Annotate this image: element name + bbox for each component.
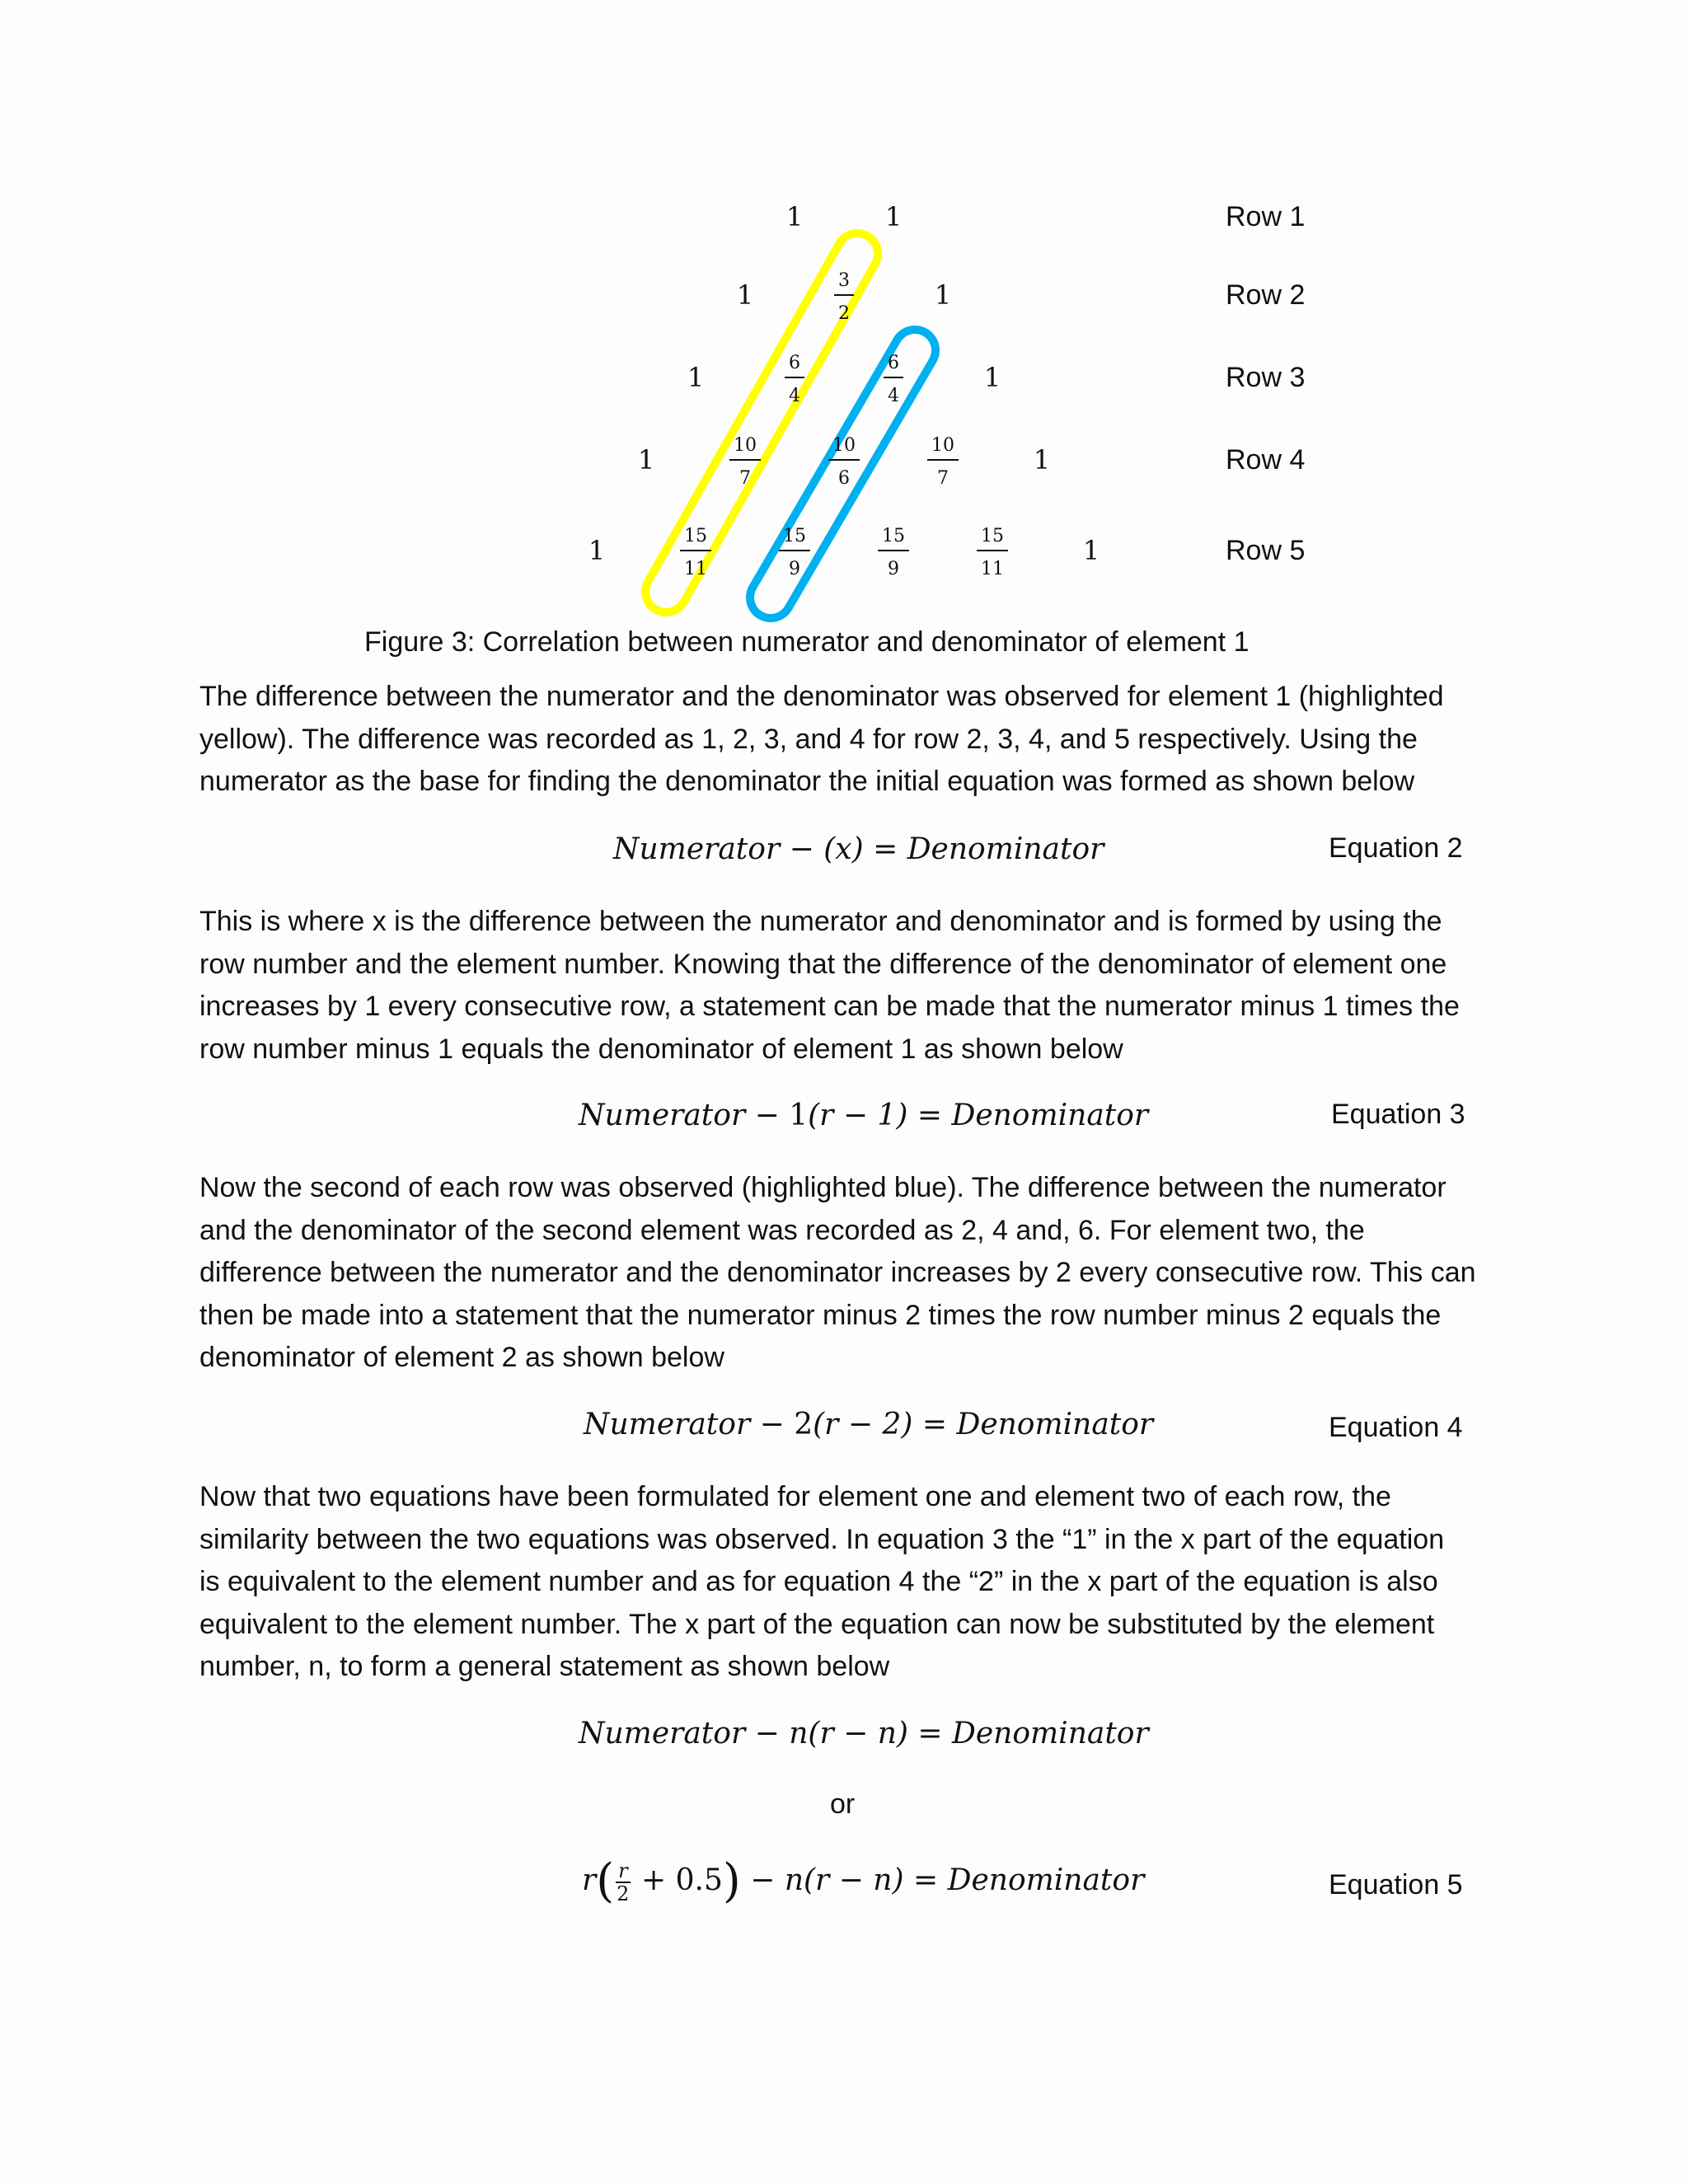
fraction-denominator: 2 bbox=[838, 303, 850, 324]
triangle-entry-one: 1 bbox=[736, 279, 754, 311]
paragraph-line: similarity between the two equations was observed. In equation 3 the “1” in the x part of the equation bbox=[199, 1523, 1445, 1555]
triangle-entry-one: 1 bbox=[934, 279, 952, 311]
paragraph-line: increases by 1 every consecutive row, a statement can be made that the numerator minus 1 times the bbox=[199, 991, 1460, 1022]
general-equation: Numerator − n(r − n) = Denominator bbox=[579, 1717, 1149, 1750]
triangle-entry-one: 1 bbox=[588, 535, 606, 566]
fraction-numerator: 10 bbox=[734, 435, 757, 456]
row-label: Row 5 bbox=[1226, 535, 1306, 566]
fraction-numerator: 3 bbox=[838, 270, 850, 291]
fraction-numerator: 15 bbox=[684, 526, 707, 546]
fraction-denominator: 9 bbox=[888, 559, 899, 579]
paragraph-line: yellow). The difference was recorded as 1, 2, 3, and 4 for row 2, 3, 4, and 5 respectively. Using the bbox=[199, 723, 1418, 755]
fraction-denominator: 6 bbox=[838, 468, 850, 489]
triangle-entry-one: 1 bbox=[785, 201, 804, 232]
paragraph-line: difference between the numerator and the denominator increases by 2 every consecutive row. This can bbox=[199, 1257, 1476, 1288]
triangle-entry-one: 1 bbox=[687, 362, 705, 393]
fraction-numerator: 10 bbox=[832, 435, 856, 456]
fraction-denominator: 9 bbox=[789, 559, 800, 579]
row-label: Row 4 bbox=[1226, 444, 1306, 476]
paragraph-line: number, n, to form a general statement as shown below bbox=[199, 1651, 890, 1682]
paragraph-line: numerator as the base for finding the denominator the initial equation was formed as shown below bbox=[199, 766, 1415, 797]
paragraph-line: Now the second of each row was observed (highlighted blue). The difference between the numerator bbox=[199, 1172, 1447, 1203]
paragraph-element-one bbox=[199, 676, 1535, 804]
equation-5: r( $\frac{r}{2}$ + 0.5) − n(r − n) = Denominator bbox=[582, 1854, 1145, 1908]
equation-5-label: Equation 5 bbox=[1329, 1869, 1463, 1900]
fraction-numerator: 15 bbox=[882, 526, 905, 546]
fraction-denominator: 7 bbox=[739, 468, 751, 489]
paragraph-line: denominator of element 2 as shown below bbox=[199, 1342, 724, 1373]
triangle-entry-one: 1 bbox=[1082, 535, 1100, 566]
triangle-entry-one: 1 bbox=[1033, 444, 1051, 476]
fraction-denominator: 4 bbox=[888, 386, 899, 406]
fraction-numerator: 6 bbox=[789, 353, 800, 373]
paragraph-line: and the denominator of the second element was recorded as 2, 4 and, 6. For element two, the bbox=[199, 1214, 1365, 1246]
row-label: Row 3 bbox=[1226, 362, 1306, 393]
or-text: or bbox=[830, 1788, 856, 1820]
paragraph-line: This is where x is the difference between the numerator and denominator and is formed by using the bbox=[199, 906, 1442, 937]
triangle-entry-one: 1 bbox=[637, 444, 655, 476]
equation-4: Numerator − 2(r − 2) = Denominator bbox=[584, 1408, 1154, 1441]
paragraph-difference-x bbox=[199, 901, 1535, 1071]
fraction-numerator: 15 bbox=[783, 526, 806, 546]
fraction-denominator: 11 bbox=[981, 559, 1004, 579]
r-over-2-fraction: $\frac{r}{2}$ bbox=[617, 1859, 630, 1905]
fraction-numerator: 6 bbox=[888, 353, 899, 373]
paragraph-line: row number minus 1 equals the denominator of element 1 as shown below bbox=[199, 1033, 1123, 1065]
equation-4-label: Equation 4 bbox=[1329, 1412, 1463, 1443]
triangle-entry-one: 1 bbox=[884, 201, 903, 232]
paragraph-line: Now that two equations have been formulated for element one and element two of each row, the bbox=[199, 1481, 1391, 1512]
fraction-denominator: 11 bbox=[684, 559, 707, 579]
fraction-numerator: 10 bbox=[931, 435, 954, 456]
row-label: Row 2 bbox=[1226, 279, 1306, 311]
equation-2-label: Equation 2 bbox=[1329, 832, 1463, 864]
paragraph-line: row number and the element number. Knowing that the difference of the denominator of element one bbox=[199, 948, 1447, 980]
paragraph-element-two bbox=[199, 1167, 1535, 1380]
paragraph-line: equivalent to the element number. The x part of the equation can now be substituted by the element bbox=[199, 1608, 1435, 1640]
paragraph-line: is equivalent to the element number and as for equation 4 the “2” in the x part of the equation is also bbox=[199, 1566, 1438, 1597]
fraction-denominator: 4 bbox=[789, 386, 800, 406]
figure-caption: Figure 3: Correlation between numerator and denominator of element 1 bbox=[364, 626, 1250, 658]
fraction-numerator: 15 bbox=[981, 526, 1004, 546]
pascal-fraction-triangle-figure bbox=[0, 0, 1688, 643]
triangle-entry-one: 1 bbox=[983, 362, 1001, 393]
paragraph-general-statement bbox=[199, 1476, 1535, 1689]
paragraph-line: The difference between the numerator and the denominator was observed for element 1 (highlighted bbox=[199, 681, 1444, 712]
equation-2: Numerator − (x) = Denominator bbox=[613, 832, 1104, 866]
paragraph-line: then be made into a statement that the numerator minus 2 times the row number minus 2 equals the bbox=[199, 1299, 1442, 1331]
equation-3-label: Equation 3 bbox=[1331, 1099, 1465, 1130]
fraction-denominator: 7 bbox=[937, 468, 949, 489]
row-label: Row 1 bbox=[1226, 201, 1306, 232]
equation-3: Numerator − 1(r − 1) = Denominator bbox=[579, 1099, 1149, 1132]
